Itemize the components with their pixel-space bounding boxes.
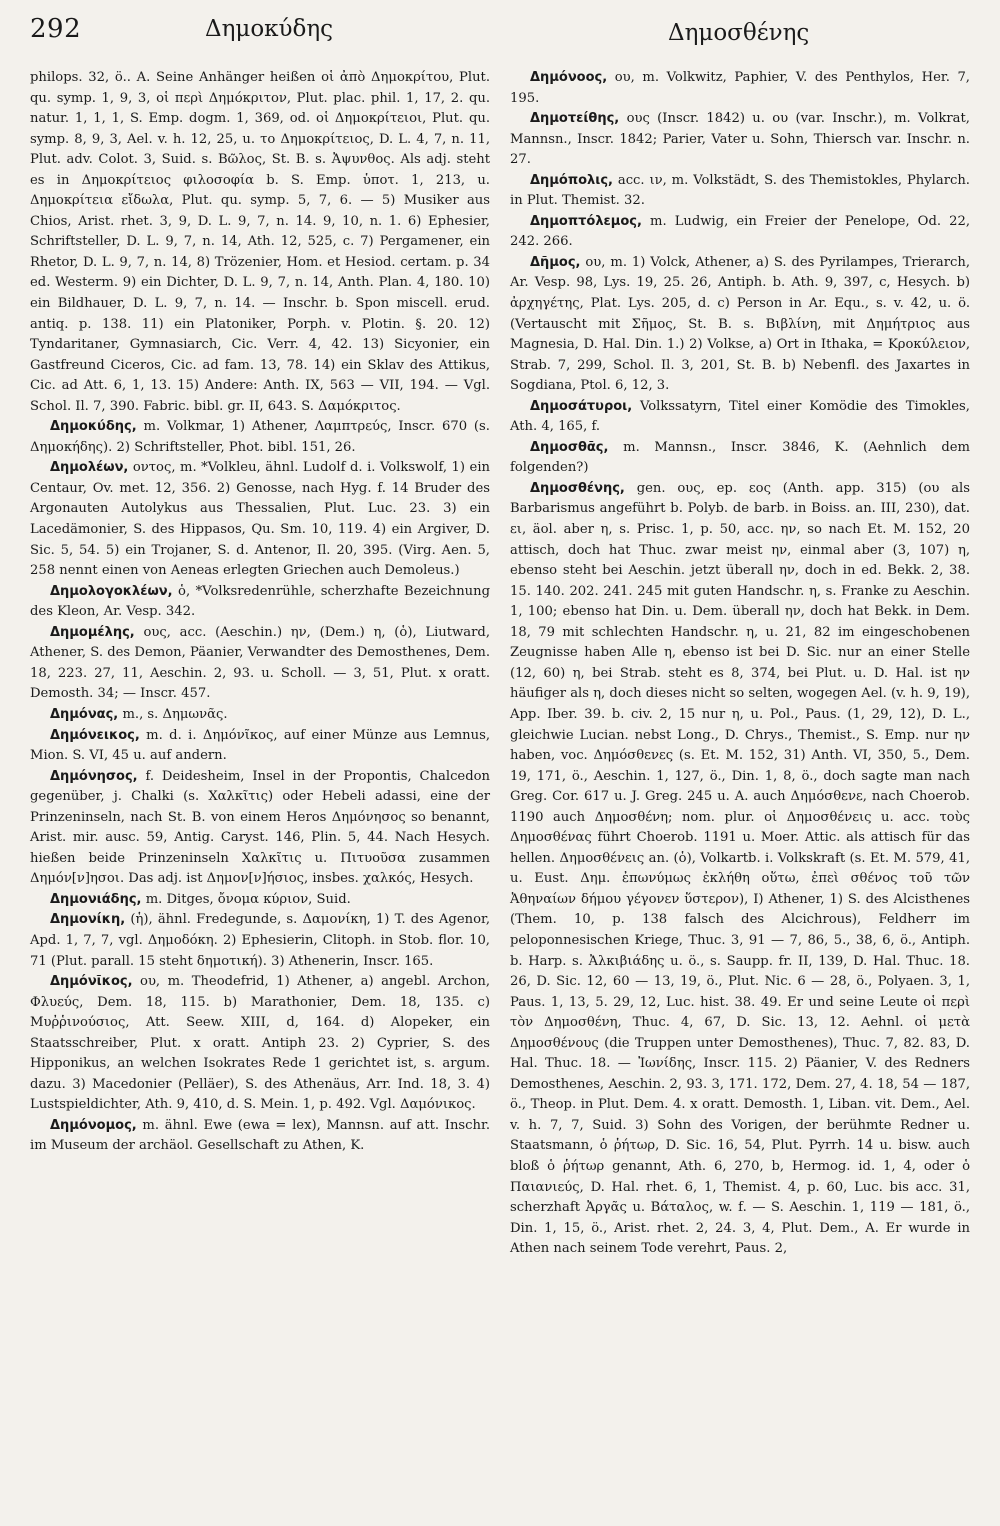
dictionary-entry: [30, 972, 490, 1116]
entry-text: m. ähnl. Ewe (ewa = lex), Mannsn. auf att. Inschr. im Museum der archäol. Gesellschaft zu Athen, K.: [30, 1117, 490, 1154]
dictionary-entry: [30, 623, 490, 705]
dictionary-entry: [30, 910, 490, 972]
entry-text: philops. 32, ö.. A. Seine Anhänger heißen οἱ ἀπὸ Δημοκρίτου, Plut. qu. symp. 1, 9, 3, οἱ περὶ Δημόκριτον, Plut. plac. phil. 1, 17, 2. qu. natur. 1, 1, 1, S. Emp. dogm. 1, 369, od. οἱ Δημοκρίτειοι, Plut. qu. symp. 8, 9, 3, Ael. v. h. 12, 25, u. το Δημοκρίτειος, D. L. 4, 7, n. 11, Plut. adv. Colot. 3, Suid. s. Βῶλος, St. B. s. Ἀψυνθος. Als adj. steht es in Δημοκρίτειος φιλοσοφία b. S. Emp. ὑποτ. 1, 213, u. Δημοκρίτεια εἴδωλα, Plut. qu. symp. 5, 7, 6. — 5) Musiker aus Chios, Arist. rhet. 3, 9, D. L. 9, 7, n. 14. 9, 10, n. 1. 6) Ephesier, Schriftsteller, D. L. 9, 7, n. 14, Ath. 12, 525, c. 7) Pergamener, ein Rhetor, D. L. 9, 7, n. 14, 8) Trözenier, Hom. et Hesiod. certam. p. 34 ed. Westerm. 9) ein Dichter, D. L. 9, 7, n. 14, Anth. Plan. 4, 180. 10) ein Bildhauer, D. L. 9, 7, n. 14. — Inschr. b. Spon miscell. erud. antiq. p. 138. 11) ein Platoniker, Porph. v. Plotin. §. 20. 12) Tyndaritaner, Gymnasiarch, Cic. Verr. 4, 42. 13) Sicyonier, ein Gastfreund Ciceros, Cic. ad fam. 13, 78. 14) ein Sklav des Attikus, Cic. ad Att. 6, 1, 13. 15) Andere: Anth. IX, 563 — VII, 194. — Vgl. Schol. Il. 7, 390. Fabric. bibl. gr. II, 643. S. Δαμόκριτος.: [30, 70, 490, 414]
entry-text: m. Mannsn., Inscr. 3846, K. (Aehnlich dem folgenden?): [510, 439, 970, 476]
dictionary-entry: [30, 458, 490, 581]
right-running-head: Δημοσθένης: [668, 20, 810, 46]
entry-text: gen. ους, ep. εος (Anth. app. 315) (ου als Barbarismus angeführt b. Polyb. de barb. in Boiss. an. III, 230), dat. ει, äol. aber η, s. Prisc. 1, p. 50, acc. ην, so nach Et. M. 152, 20 attisch, doch hat Thuc. zwar meist ην, einmal aber (3, 107) η, ebenso steht bei Aeschin. jetzt überall ην, doch in ed. Bekk. 2, 38. 15. 140. 202. 241. 245 mit guten Handschr. η, s. Franke zu Aeschin. 1, 100; ebenso hat Din. u. Dem. überall ην, doch hat Bekk. in Dem. 18, 79 mit schlechten Handschr. η, u. 21, 82 im eingeschobenen Zeugnisse haben Alle η, ebenso ist bei D. Sic. nur an einer Stelle (12, 60) η, bei Strab. steht es 8, 374, bei Plut. u. D. Hal. ist ην häufiger als η, doch dieses nicht so selten, wogegen Ael. (v. h. 9, 19), App. Iber. 39. b. civ. 2, 15 nur η, u. Pol., Paus. (1, 29, 12), D. L., gleichwie Lucian. nebst Long., D. Chrys., Themist., S. Emp. nur ην haben, voc. Δημόσθενες (s. Et. M. 152, 31) Anth. VI, 350, 5., Dem. 19, 171, ö., Aeschin. 1, 127, ö., Din. 1, 8, ö., doch sagte man nach Greg. Cor. 617 u. J. Greg. 245 u. A. auch Δημόσθενε, nach Choerob. 1190 auch Δημοσθένη; nom. plur. οἱ Δημοσθένεις u. acc. τοὺς Δημοσθένας führt Choerob. 1191 u. Moer. Attic. als attisch für das hellen. Δημοσθένεις an. (ὁ), Volkartb. i. Volkskraft (s. Et. M. 579, 41, u. Eust. Δημ. ἐπωνύμως ἐκλήθη οὕτω, ἐπεὶ σθένος τοῦ τῶν Ἀθηναίων δήμου γέγονεν ὕστερον), I) Athener, 1) S. des Alcisthenes (Them. 10, p. 138 falsch des Alcichrous), Feldherr im peloponnesischen Kriege, Thuc. 3, 91 — 7, 86, 5., 38, 6, ö., Antiph. b. Harp. s. Ἀλκιβιάδης u. ö., s. Saupp. fr. II, 139, D. Hal. Thuc. 18. 26, D. Sic. 12, 60 — 13, 19, ö., Plut. Nic. 6 — 28, ö., Polyaen. 3, 1, Paus. 1, 13, 5. 29, 12, Luc. hist. 38. 49. Er und seine Leute οἱ περὶ τὸν Δημοσθένη, Thuc. 4, 67, D. Sic. 13, 12. Aehnl. οἱ μετὰ Δημοσθένους (die Truppen unter Demosthenes), Thuc. 7, 82. 83, D. Hal. Thuc. 18. — Ἰωνίδης, Inscr. 115. 2) Päanier, V. des Redners Demosthenes, Aeschin. 2, 93. 3, 171. 172, Dem. 27, 4. 18, 54 — 187, ö., Theop. in Plut. Dem. 4. x oratt. Demosth. 1, Liban. vit. Dem., Ael. v. h. 7, 7, Suid. 3) Sohn des Vorigen, der berühmte Redner u. Staatsmann, ὁ ῥήτωρ, D. Sic. 16, 54, Plut. Pyrrh. 14 u. bisw. auch bloß ὁ ῥήτωρ genannt, Ath. 6, 270, b, Hermog. id. 1, 4, oder ὁ Παιανιεύς, D. Hal. rhet. 6, 1, Themist. 4, p. 60, Luc. bis acc. 31, scherzhaft Ἀργᾶς u. Βάταλος, w. f. — S. Aeschin. 1, 119 — 181, ö., Din. 1, 15, ö., Arist. rhet. 2, 24. 3, 4, Plut. Dem., A. Er wurde in Athen nach seinem Tode verehrt, Paus. 2,: [510, 480, 970, 1257]
entry-headword: Δημόνας,: [50, 706, 119, 722]
dictionary-entry: [510, 253, 970, 397]
entry-headword: Δημόνομος,: [50, 1117, 137, 1133]
dictionary-entry: [510, 438, 970, 479]
entry-text: ους (Inscr. 1842) u. ου (var. Inschr.), m. Volkrat, Mannsn., Inscr. 1842; Parier, Vater u. Sohn, Thiersch var. Inschr. n. 27.: [510, 111, 970, 168]
dictionary-entry: [30, 582, 490, 623]
left-column: [30, 68, 490, 1157]
dictionary-entry: [30, 767, 490, 890]
entry-headword: Δημοκύδης,: [50, 419, 137, 435]
entry-headword: Δημοσθᾶς,: [530, 439, 609, 455]
entry-text: f. Deidesheim, Insel in der Propontis, Chalcedon gegenüber, j. Chalki (s. Χαλκῖτις) oder Hebeli adassi, eine der Prinzeninseln, nach St. B. von einem Heros Δημόνησος so benannt, Arist. mir. ausc. 59, Antig. Caryst. 146, Plin. 5, 44. Nach Hesych. hießen beide Prinzeninseln Χαλκῖτις u. Πιτυοῦσα zusammen Δημόν[ν]ησοι. Das adj. ist Δημον[ν]ήσιος, insbes. χαλκός, Hesych.: [30, 768, 490, 887]
entry-headword: Δημονιάδης,: [50, 891, 142, 907]
entry-text: ου, m. Theodefrid, 1) Athener, a) angebl. Archon, Φλυεύς, Dem. 18, 115. b) Marathonier, Dem. 18, 135. c) Μυῤῥινούσιος, Att. Seew. XIII, d, 164. d) Alopeker, ein Staatsschreiber, Plut. x oratt. Antiph 23. 2) Cyprier, S. des Hipponikus, an welchen Isokrates Rede 1 gerichtet ist, s. argum. dazu. 3) Macedonier (Pelläer), S. des Athenäus, Arr. Ind. 18, 3. 4) Lustspieldichter, Ath. 9, 410, d. S. Mein. 1, p. 492. Vgl. Δαμόνικος.: [30, 974, 490, 1113]
entry-headword: Δημομέλης,: [50, 624, 135, 640]
entry-headword: Δῆμος,: [530, 254, 581, 270]
dictionary-entry: [30, 1116, 490, 1157]
dictionary-entry: [510, 171, 970, 212]
dictionary-entry: [30, 417, 490, 458]
page-number: 292: [30, 14, 82, 44]
entry-headword: Δημοσάτυροι,: [530, 398, 633, 414]
entry-headword: Δημόνησος,: [50, 768, 138, 784]
entry-headword: Δημολέων,: [50, 460, 129, 476]
entry-text: ους, acc. (Aeschin.) ην, (Dem.) η, (ὁ), Liutward, Athener, S. des Demon, Päanier, Verwandter des Demosthenes, Dem. 18, 223. 27, 11, Aeschin. 2, 93. u. Scholl. — 3, 51, Plut. x oratt. Demosth. 34; — Inscr. 457.: [30, 624, 491, 702]
entry-text: m., s. Δημωνᾶς.: [122, 706, 228, 722]
entry-text: (ἡ), ähnl. Fredegunde, s. Δαμονίκη, 1) T. des Agenor, Apd. 1, 7, 7, vgl. Δημοδόκη. 2) Ephesierin, Clitoph. in Stob. flor. 10, 71 (Plut. parall. 15 steht δημοτική). 3) Athenerin, Inscr. 165.: [30, 912, 490, 969]
entry-headword: Δημόπολις,: [530, 172, 613, 188]
dictionary-entry: [510, 479, 970, 1260]
entry-text: m. d. i. Δημόνῖκος, auf einer Münze aus Lemnus, Mion. S. VI, 45 u. auf andern.: [30, 727, 491, 764]
dictionary-entry: [30, 68, 490, 417]
dictionary-entry: [30, 726, 490, 767]
entry-text: ὁ, *Volksredenrühle, scherzhafte Bezeichnung des Kleon, Ar. Vesp. 342.: [30, 583, 490, 620]
entry-text: acc. ιν, m. Volkstädt, S. des Themistokles, Phylarch. in Plut. Themist. 32.: [510, 172, 970, 209]
entry-text: Volkssatyrn, Titel einer Komödie des Timokles, Ath. 4, 165, f.: [510, 398, 970, 435]
dictionary-entry: [510, 109, 970, 171]
right-column: [510, 68, 970, 1260]
dictionary-entry: [30, 890, 490, 911]
entry-headword: Δημόνεικος,: [50, 727, 140, 743]
entry-text: m. Ludwig, ein Freier der Penelope, Od. 22, 242. 266.: [510, 213, 970, 250]
entry-text: ου, m. Volkwitz, Paphier, V. des Penthylos, Her. 7, 195.: [510, 70, 970, 106]
entry-headword: Δημονίκη,: [50, 912, 126, 928]
entry-headword: Δημόνοος,: [530, 70, 608, 85]
entry-headword: Δημοσθένης,: [530, 480, 625, 496]
dictionary-entry: [510, 212, 970, 253]
entry-headword: Δημολογοκλέων,: [50, 583, 173, 599]
left-running-head: Δημοκύδης: [205, 16, 334, 42]
entry-text: m. Volkmar, 1) Athener, Λαμπτρεύς, Inscr. 670 (s. Δημοκήδης). 2) Schriftsteller, Phot. bibl. 151, 26.: [30, 419, 490, 455]
entry-headword: Δημοτείθης,: [530, 111, 620, 127]
entry-headword: Δημόνῖκος,: [50, 974, 133, 990]
entry-text: ου, m. 1) Volck, Athener, a) S. des Pyrilampes, Trierarch, Ar. Vesp. 98, Lys. 19, 25. 26, Antiph. b. Ath. 9, 397, c, Hesych. b) ἀρχηγέτης, Plat. Lys. 205, d. c) Person in Ar. Equ., s. v. 42, u. ö. (Vertauscht mit Σῆμος, St. B. s. Βιβλίνη, mit Δημήτριος aus Magnesia, D. Hal. Din. 1.) 2) Volkse, a) Ort in Ithaka, = Κροκύλειον, Strab. 7, 299, Schol. Il. 3, 201, St. B. b) Nebenfl. des Jaxartes in Sogdiana, Ptol. 6, 12, 3.: [510, 254, 970, 394]
dictionary-entry: [30, 705, 490, 726]
dictionary-entry: [510, 397, 970, 438]
dictionary-entry: [510, 68, 970, 109]
entry-text: m. Ditges, ὄνομα κύριον, Suid.: [145, 891, 351, 907]
entry-headword: Δημοπτόλεμος,: [530, 213, 642, 229]
entry-text: οντος, m. *Volkleu, ähnl. Ludolf d. i. Volkswolf, 1) ein Centaur, Ov. met. 12, 356. 2) Genosse, nach Hyg. f. 14 Bruder des Argonauten Autolykus aus Thessalien, Plut. Luc. 23. 3) ein Lacedämonier, S. des Hippasos, Qu. Sm. 10, 119. 4) ein Argiver, D. Sic. 5, 54. 5) ein Trojaner, S. d. Antenor, Il. 20, 395. (Virg. Aen. 5, 258 nennt einen von Aeneas erlegten Griechen auch Demoleus.): [30, 460, 490, 579]
